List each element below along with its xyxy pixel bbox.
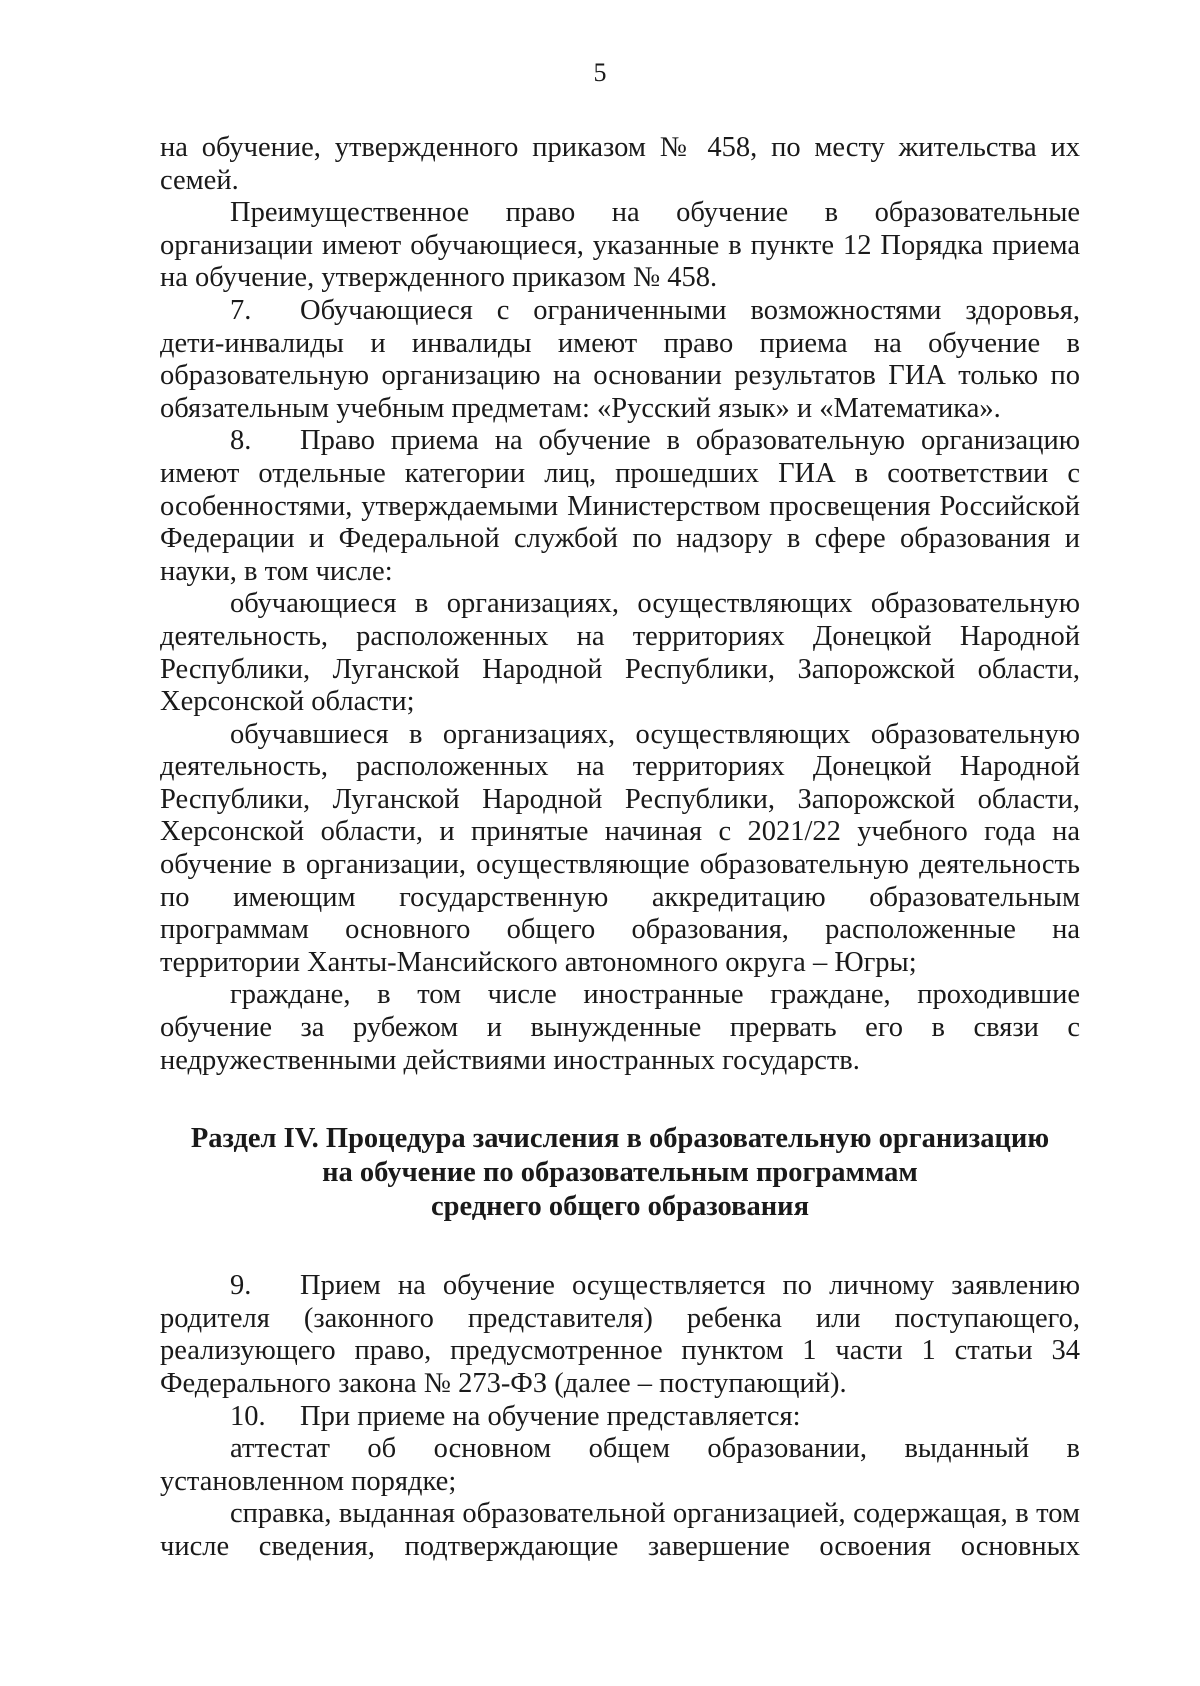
- section-heading: [160, 1122, 1080, 1224]
- numbered-paragraph-10: [160, 1401, 1080, 1434]
- paragraph-number: 10.: [230, 1400, 266, 1432]
- paragraph: аттестат об основном общем образовании, выданный в установленном порядке;: [160, 1433, 1080, 1497]
- section-heading-line: Раздел IV. Процедура зачисления в образовательную организацию: [190, 1123, 1050, 1155]
- paragraph: на обучение, утвержденного приказом № 458, по месту жительства их семей.: [160, 132, 1080, 196]
- paragraph: Преимущественное право на обучение в образовательные организации имеют обучающиеся, указанные в пункте 12 Порядка приема на обучение, утвержденного приказом № 458.: [160, 197, 1080, 294]
- page-number: 5: [593, 58, 607, 87]
- paragraph: обучающиеся в организациях, осуществляющих образовательную деятельность, расположенных на территориях Донецкой Народной Республики, Луганской Народной Республики, Запорожской области, Херсонской области;: [160, 588, 1080, 718]
- paragraph: справка, выданная образовательной организацией, содержащая, в том числе сведения, подтверждающие завершение освоения основных: [160, 1498, 1080, 1562]
- numbered-paragraph-8: [160, 425, 1080, 588]
- paragraph-number: 7.: [230, 294, 252, 326]
- paragraph-number: 8.: [230, 425, 252, 457]
- section-heading-line: на обучение по образовательным программам: [322, 1157, 918, 1189]
- paragraph-text: При приеме на обучение представляется:: [300, 1400, 801, 1432]
- paragraph: обучавшиеся в организациях, осуществляющих образовательную деятельность, расположенных на территориях Донецкой Народной Республики, Луганской Народной Республики, Запорожской области, Херсонской области, и принятые начиная с 2021/22 учебного года на обучение в организации, осуществляющие образовательную деятельность по имеющим государственную аккредитацию образовательным программам основного общего образования, расположенные на территории Ханты-Мансийского автономного округа – Югры;: [160, 718, 1080, 978]
- numbered-paragraph-7: [160, 295, 1080, 425]
- section-heading-line: среднего общего образования: [430, 1191, 809, 1223]
- paragraph-text: Прием на обучение осуществляется по личному заявлению родителя (законного представителя) ребенка или поступающего, реализующего право, предусмотренное пунктом 1 части 1 статьи 34 Федерального закона № 273-ФЗ (далее – поступающий).: [160, 1270, 1080, 1399]
- paragraph-number: 9.: [230, 1270, 252, 1302]
- paragraph-text: Обучающиеся с ограниченными возможностями здоровья, дети-инвалиды и инвалиды имеют право приема на обучение в образовательную организацию на основании результатов ГИА только по обязательным учебным предметам: «Русский язык» и «Математика».: [160, 294, 1080, 424]
- paragraph: граждане, в том числе иностранные граждане, проходившие обучение за рубежом и вынужденные прервать его в связи с недружественными действиями иностранных государств.: [160, 979, 1080, 1076]
- paragraph-text: Право приема на обучение в образовательную организацию имеют отдельные категории лиц, прошедших ГИА в соответствии с особенностями, утверждаемыми Министерством просвещения Российской Федерации и Федеральной службой по надзору в сфере образования и науки, в том числе:: [160, 425, 1080, 587]
- numbered-paragraph-9: [160, 1270, 1080, 1400]
- document-body: [160, 132, 1080, 1564]
